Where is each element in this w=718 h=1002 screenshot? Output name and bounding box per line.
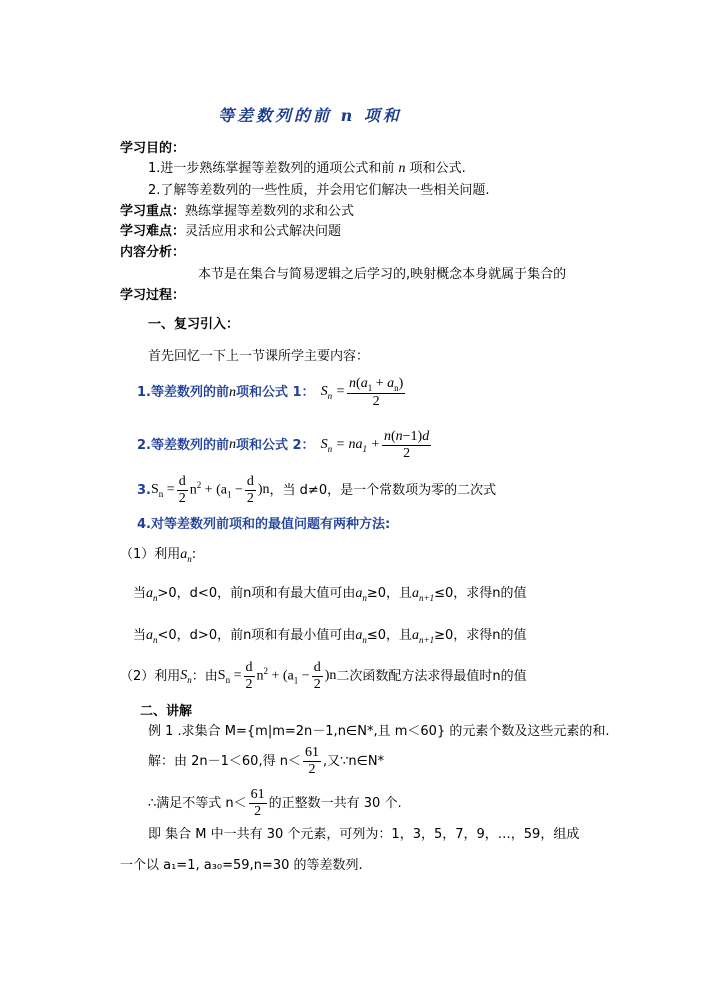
extremum-methods: 4.对等差数列前项和的最值问题有两种方法:	[137, 517, 391, 532]
solution-line-2: ∴满足不等式 n＜ $\frac{61}{2}$ 的正整数一共有 30 个.	[148, 787, 402, 820]
solution-line-4: 一个以 a₁=1, a₃₀=59,n=30 的等差数列.	[120, 858, 363, 873]
page-title: 等差数列的前 n 项和	[218, 106, 402, 125]
objectives-heading: 学习目的：	[120, 141, 186, 156]
analysis-heading: 内容分析：	[120, 245, 186, 260]
key-point: 学习重点：熟练掌握等差数列的求和公式	[120, 204, 355, 219]
objective-item-2: 2.了解等差数列的一些性质，并会用它们解决一些相关问题.	[148, 183, 490, 198]
case-maximum: 当$a_n>0$，d<0，前n项和有最大值可由$a_n\ge 0$，且$a_{n+1}\le 0$，求得n的值	[133, 586, 527, 603]
difficulty: 学习难点：灵活应用求和公式解决问题	[120, 224, 342, 239]
example-1: 例 1 .求集合 M={m|m=2n－1,n∈N*,且 m＜60} 的元素个数及这些元素的和.	[148, 724, 610, 739]
solution-line-3: 即 集合 M 中一共有 30 个元素，可列为：1，3，5，7，9，…，59，组成	[148, 827, 580, 842]
case-minimum: 当$a_n<0$，d>0，前n项和有最小值可由$a_n\le 0$，且$a_{n+1}\ge 0$，求得n的值	[133, 628, 527, 645]
sum-formula-2: 2.等差数列的前 n 项和公式 2： $S_n = na_1$ + $\frac{n(n-1)d}{2}$	[137, 429, 430, 462]
review-intro: 首先回忆一下上一节课所学主要内容：	[148, 349, 370, 364]
solution-line-1: 解：由 2n－1＜60,得 n＜ $\frac{61}{2}$ ,又∵n∈N*	[148, 745, 385, 778]
method-1: （1）利用$a_n$:	[120, 547, 197, 564]
analysis-text: 本节是在集合与简易逻辑之后学习的,映射概念本身就属于集合的	[198, 267, 567, 282]
process-heading: 学习过程：	[120, 288, 186, 303]
review-heading: 一、复习引入：	[148, 317, 240, 332]
objective-item-1: 1.进一步熟练掌握等差数列的通项公式和前 n 项和公式.	[148, 161, 466, 176]
sum-formula-1: 1.等差数列的前 n 项和公式 1： $S_n$ = $\frac{n(a_1 + a_n)}{2}$	[137, 376, 404, 410]
method-2: （2）利用 $S_n$ ：由 $S_n$ = $\frac{d}{2}$ $n^2 + (a_1$ − $\frac{d}{2}$ )n 二次函数配方法求得最值时n的值	[120, 660, 527, 693]
sum-formula-3: 3. $S_n$ = $\frac{d}{2}$ $n^2 + (a_1$ − $\frac{d}{2}$ )n ，当 d≠0，是一个常数项为零的二次式	[137, 474, 497, 507]
explain-heading: 二、讲解	[140, 704, 193, 719]
